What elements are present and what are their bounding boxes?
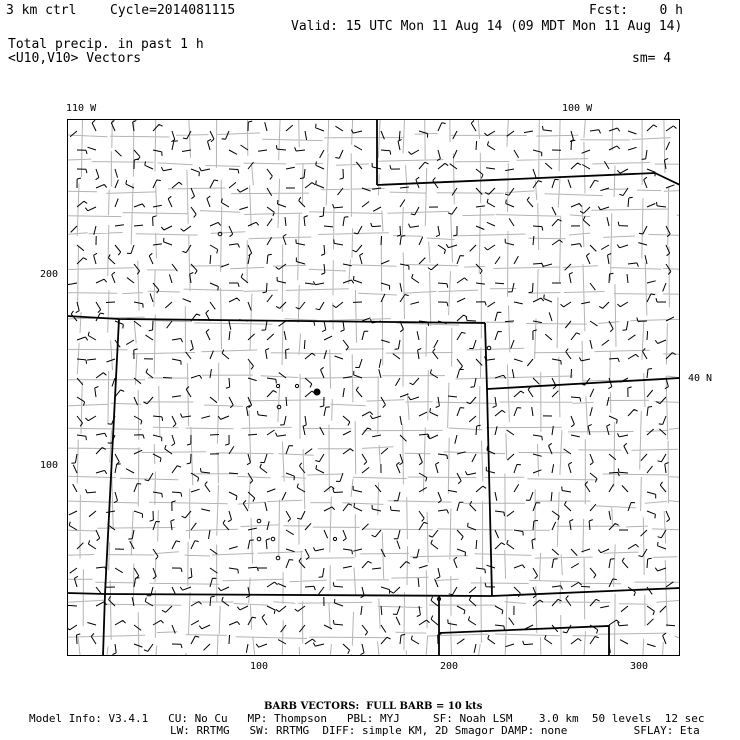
county-border-lines xyxy=(67,119,680,656)
lat-40n-label: 40 N xyxy=(688,373,713,384)
y-tick-100: 100 xyxy=(40,460,59,471)
model-info-line1: Model Info: V3.4.1 CU: No Cu MP: Thompson PBL: MYJ SF: Noah LSM 3.0 km 50 levels 12 sec xyxy=(29,712,705,725)
x-tick-100: 100 xyxy=(250,661,269,672)
smooth-label: sm= 4 xyxy=(632,51,672,66)
vector-title: <U10,V10> Vectors xyxy=(8,51,142,66)
cycle-label: Cycle=2014081115 xyxy=(110,3,236,18)
map-panel xyxy=(67,119,680,656)
barb-legend: BARB VECTORS: FULL BARB = 10 kts xyxy=(264,701,483,712)
x-tick-300: 300 xyxy=(630,661,649,672)
lon-110w-label: 110 W xyxy=(66,103,97,114)
model-name: 3 km ctrl xyxy=(6,3,77,18)
model-info-line2: LW: RRTMG SW: RRTMG DIFF: simple KM, 2D Smagor DAMP: none SFLAY: Eta xyxy=(170,724,700,737)
forecast-hour: Fcst: 0 h xyxy=(589,3,683,18)
lon-100w-label: 100 W xyxy=(562,103,593,114)
y-tick-200: 200 xyxy=(40,269,59,280)
field-title: Total precip. in past 1 h xyxy=(8,37,204,52)
x-tick-200: 200 xyxy=(440,661,459,672)
map-frame xyxy=(68,120,680,656)
valid-time: Valid: 15 UTC Mon 11 Aug 14 (09 MDT Mon 11 Aug 14) xyxy=(291,19,683,34)
county-borders xyxy=(67,119,680,656)
